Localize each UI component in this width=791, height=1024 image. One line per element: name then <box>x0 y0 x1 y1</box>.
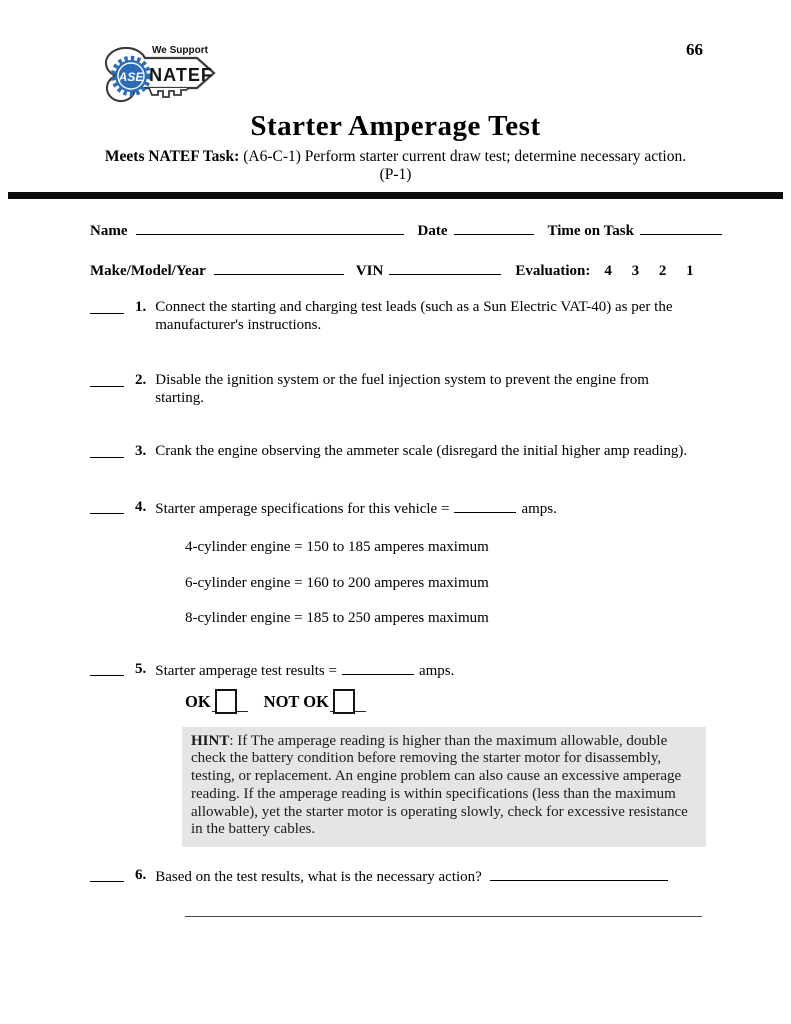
not-ok-checkbox[interactable] <box>333 689 355 714</box>
natef-task-line <box>0 147 791 166</box>
step-3-text: Crank the engine observing the ammeter scale (disregard the initial higher amp reading). <box>155 443 688 459</box>
step-4-text-post: amps. <box>521 500 557 517</box>
time-on-task-label: Time on Task <box>547 223 634 239</box>
task-label: Meets NATEF Task: <box>104 148 240 165</box>
identity-field-row <box>90 221 746 240</box>
step-4-text <box>155 499 700 519</box>
date-label: Date <box>417 223 448 239</box>
step-4-number: 4. <box>135 498 147 515</box>
step-4-check-blank[interactable] <box>90 499 124 514</box>
hint-text: : If The amperage reading is higher than the maximum allowable, double check the battery condition before removing the starter motor for disassembly, testing, or replacement. An engine problem can also cause an excessive amperage reading. If the amperage reading is within specifications (less than the maximum allowable), yet the starter motor is operating slowly, check for excessive resistance in the battery cables. <box>191 732 688 838</box>
ok-checkbox-underline <box>212 689 248 712</box>
evaluation-scale: 4 3 2 1 <box>604 263 694 279</box>
ok-checkbox[interactable] <box>215 689 237 714</box>
make-model-year-field[interactable] <box>214 261 344 275</box>
step-5-number: 5. <box>135 661 147 677</box>
vehicle-field-row <box>90 261 746 280</box>
name-label: Name <box>90 223 128 239</box>
step-4-text-pre: Starter amperage specifications for this vehicle = <box>155 500 450 517</box>
step-5-text-pre: Starter amperage test results = <box>155 663 337 679</box>
step-5-amps-field[interactable] <box>342 661 414 675</box>
step-6-check-blank[interactable] <box>90 867 124 882</box>
page-number: 66 <box>686 40 703 59</box>
spec-6-cylinder: 6-cylinder engine = 160 to 200 amperes maximum <box>185 574 489 591</box>
step-4-amps-field[interactable] <box>454 499 516 513</box>
task-priority: (P-1) <box>379 166 412 183</box>
natef-text: NATEF <box>149 65 213 85</box>
evaluation-label: Evaluation: <box>515 263 591 279</box>
step-2-text: Disable the ignition system or the fuel injection system to prevent the engine from starting. <box>155 372 649 406</box>
step-2 <box>90 372 746 407</box>
step-3-check-blank[interactable] <box>90 443 124 458</box>
not-ok-label: NOT OK <box>263 691 329 711</box>
step-3 <box>90 443 746 461</box>
step-6-answer-continuation-line[interactable] <box>185 916 702 917</box>
name-field[interactable] <box>136 221 404 235</box>
step-1-text: Connect the starting and charging test leads (such as a Sun Electric VAT-40) as per the manufacturer's instructions. <box>155 299 673 333</box>
result-check-row <box>185 689 746 712</box>
step-6-answer-field[interactable] <box>490 867 668 881</box>
make-model-year-label: Make/Model/Year <box>90 263 206 279</box>
worksheet-content <box>90 221 746 917</box>
spec-4-cylinder: 4-cylinder engine = 150 to 185 amperes maximum <box>185 539 489 555</box>
step-1-check-blank[interactable] <box>90 299 124 314</box>
step-5-check-blank[interactable] <box>90 661 124 676</box>
step-5-text-post: amps. <box>418 663 455 679</box>
vin-label: VIN <box>355 263 384 279</box>
not-ok-checkbox-underline <box>330 689 366 712</box>
step-6-number: 6. <box>135 867 147 884</box>
step-2-check-blank[interactable] <box>90 372 124 387</box>
task-text: (A6-C-1) Perform starter current draw test; determine necessary action. <box>243 148 687 165</box>
step-4 <box>90 499 746 519</box>
ase-text: ASE <box>118 70 144 84</box>
step-3-number: 3. <box>135 443 147 459</box>
vin-field[interactable] <box>389 261 501 275</box>
amperage-spec-list <box>185 539 746 626</box>
date-field[interactable] <box>454 221 534 235</box>
step-6-question: Based on the test results, what is the necessary action? <box>155 869 482 886</box>
step-6 <box>90 867 746 887</box>
step-1-number: 1. <box>135 299 147 315</box>
step-5-text <box>155 661 700 681</box>
document-title: Starter Amperage Test <box>250 110 541 142</box>
time-on-task-field[interactable] <box>640 221 722 235</box>
ok-label: OK <box>185 691 211 711</box>
step-2-number: 2. <box>135 372 147 388</box>
spec-8-cylinder: 8-cylinder engine = 185 to 250 amperes maximum <box>185 610 489 626</box>
hint-box <box>182 727 706 848</box>
natef-key-logo-graphic <box>93 36 225 108</box>
we-support-text: We Support <box>152 45 208 56</box>
hint-label: HINT <box>191 732 230 749</box>
step-1 <box>90 299 746 334</box>
step-5 <box>90 661 746 681</box>
step-6-text <box>155 867 700 887</box>
header-divider-rule <box>8 192 783 199</box>
natef-logo <box>93 36 225 108</box>
